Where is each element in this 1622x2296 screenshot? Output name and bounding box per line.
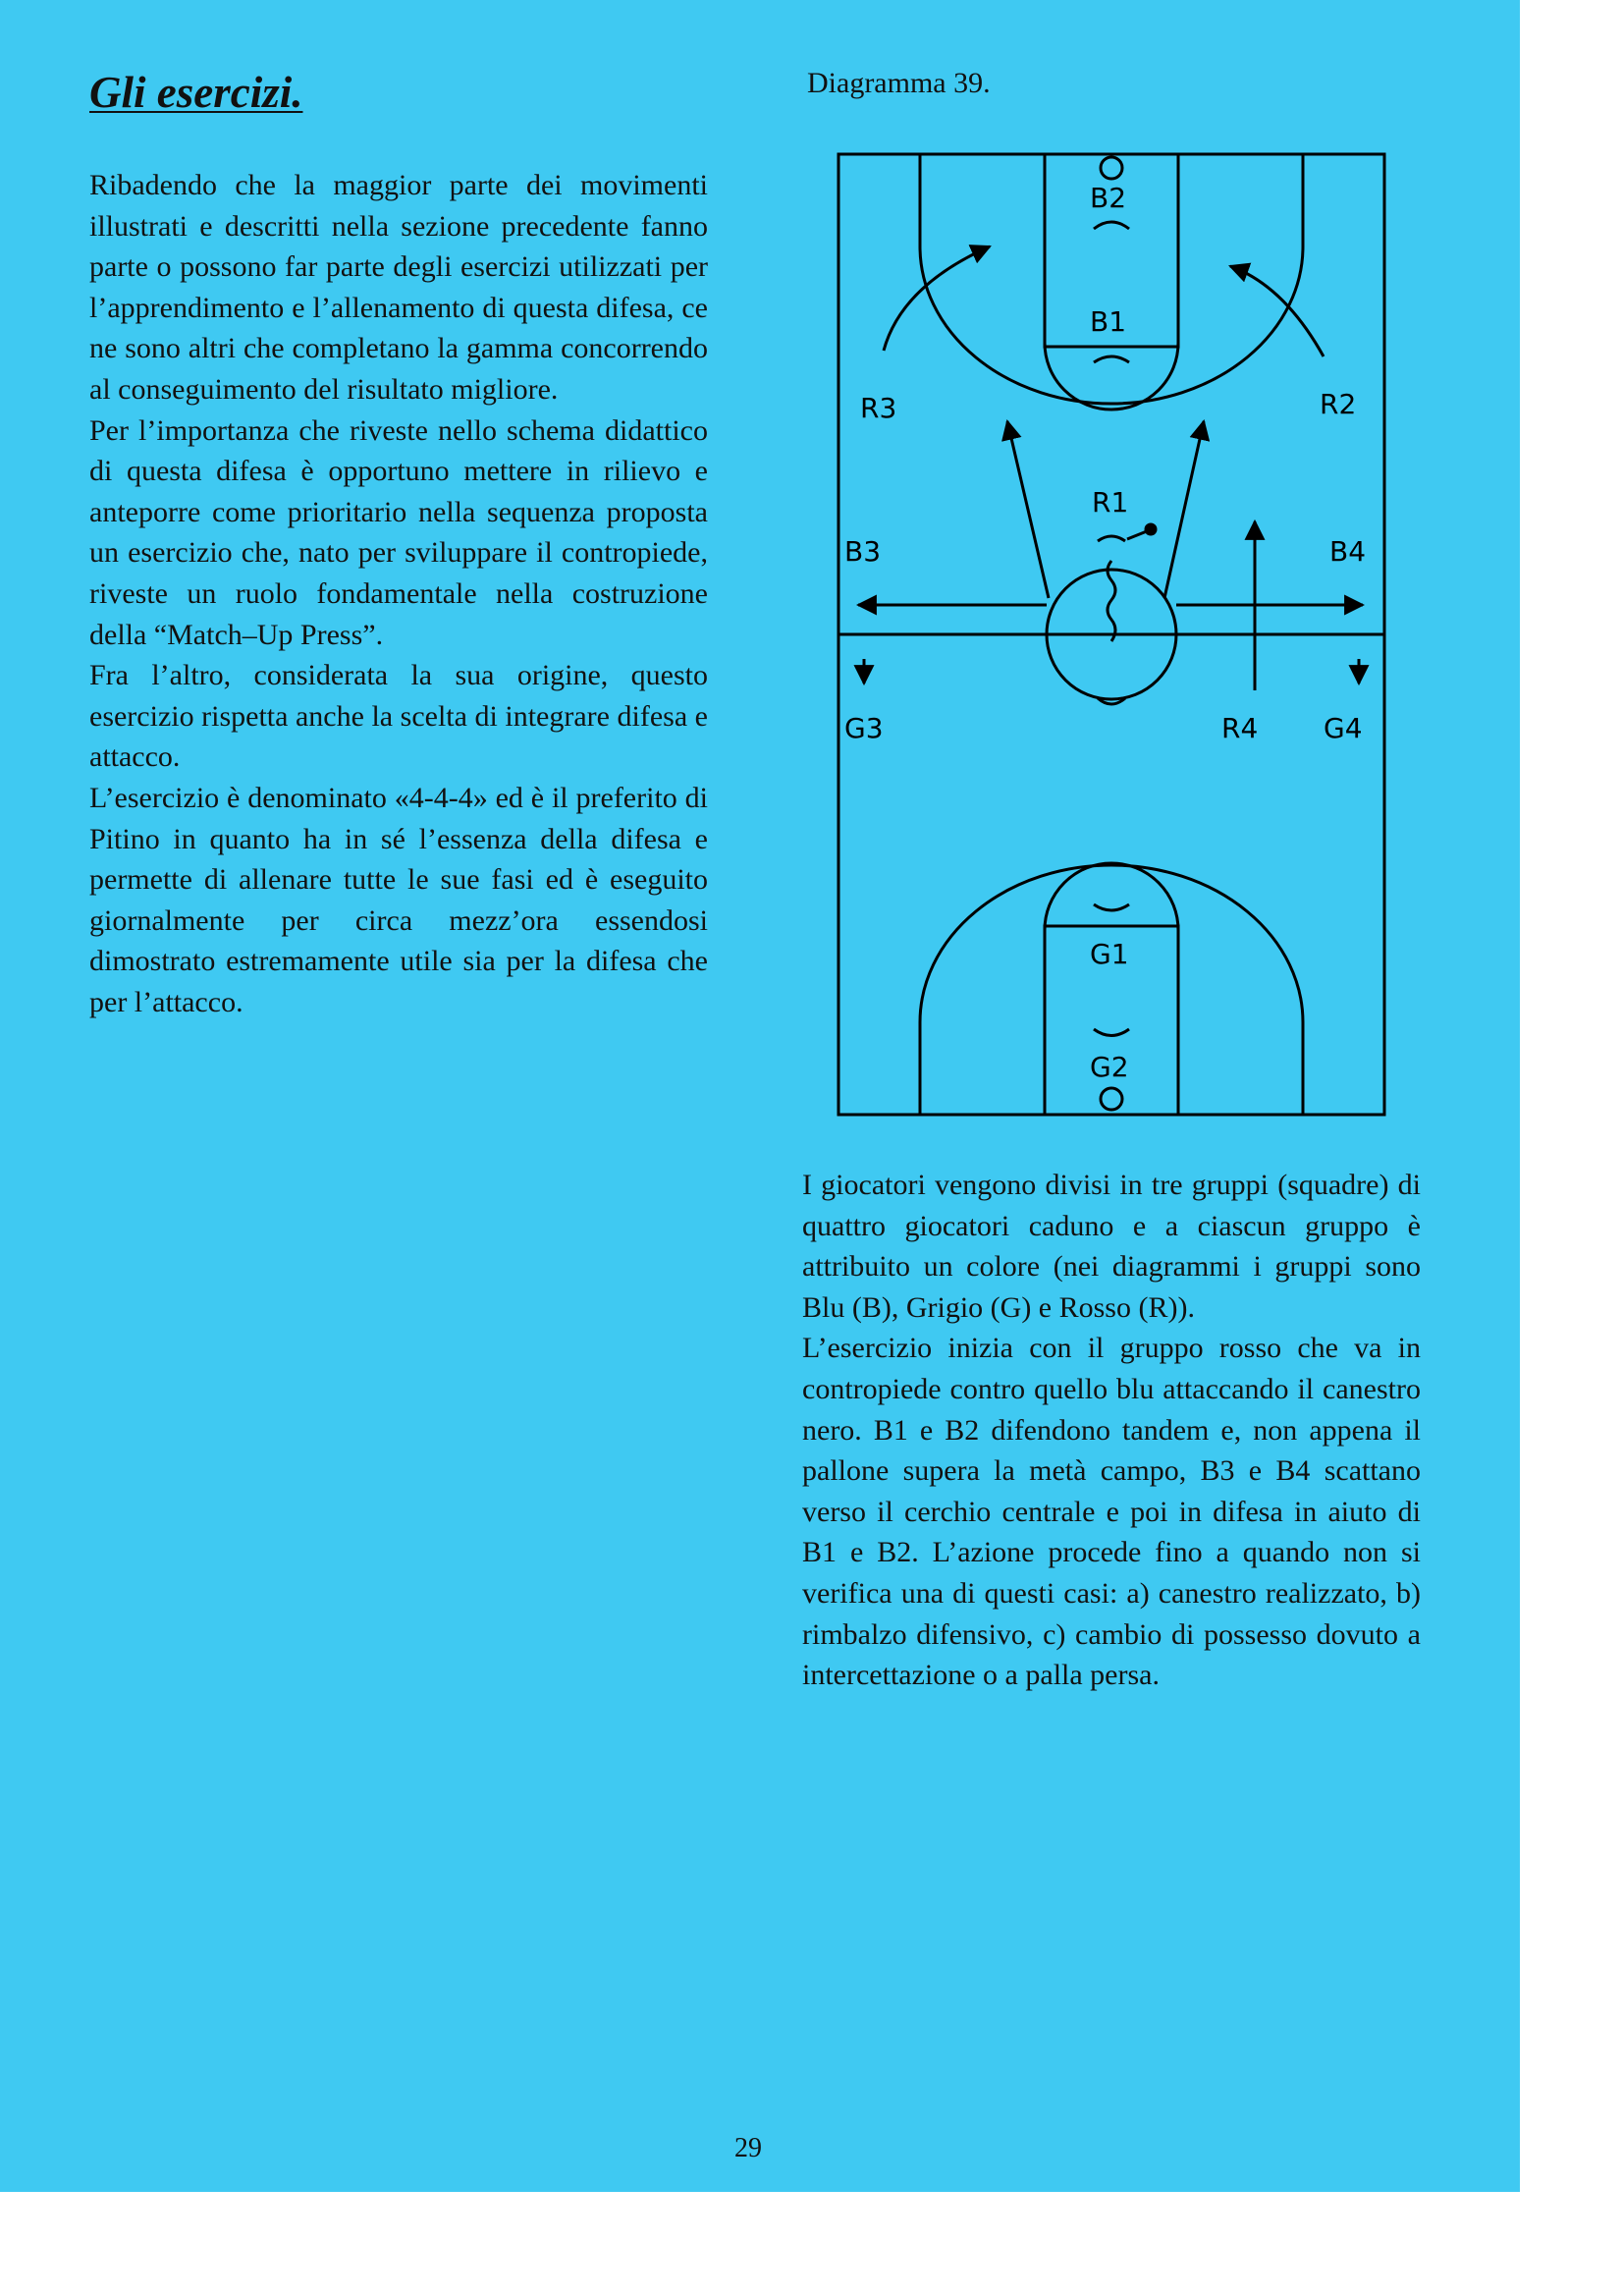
move-arrow [1230,266,1324,356]
paragraph: I giocatori vengono divisi in tre gruppi (squadre) di quattro giocatori caduno e a ciascun gruppo è attribuito un colore (nei diagrammi i gruppi sono Blu (B), Grigio (G) e Rosso (R)). [802,1169,1421,1324]
label-g1: G1 [1090,938,1129,970]
label-g4: G4 [1324,712,1363,744]
label-g2: G2 [1090,1051,1129,1083]
page-number: 29 [734,2133,762,2163]
move-arrow [884,246,990,351]
player-marker [1094,356,1129,362]
right-column [802,1165,1421,1696]
paragraph: Fra l’altro, considerata la sua origine, questo esercizio rispetta anche la scelta di integrare difesa e attacco. [89,659,708,774]
player-marker [1094,222,1129,229]
paragraph: L’esercizio è denominato «4-4-4» ed è il preferito di Pitino in quanto ha in sé l’essenza della difesa e permette di allenare tutte le sue fasi ed è eseguito giornalmente per circa mezz’ora essendosi dimostrato estremamente utile sia per la difesa che per l’attacco. [89,781,708,1018]
basketball-court-diagram [833,148,1390,1121]
pass-line [1127,531,1147,539]
paragraph: Ribadendo che la maggior parte dei movimenti illustrati e descritti nella sezione precedente fanno parte o possono far parte degli esercizi utilizzati per l’apprendimento e l’allenamento di questa difesa, ce ne sono altri che completano la gamma concorrendo al conseguimento del risultato migliore. [89,169,708,406]
left-column [89,165,708,1022]
label-b4: B4 [1329,535,1367,568]
label-b3: B3 [844,535,882,568]
player-marker [1094,1029,1129,1036]
top-hoop [1101,157,1122,179]
label-r3: R3 [860,392,897,424]
label-r1: R1 [1092,486,1129,519]
label-g3: G3 [844,712,884,744]
move-arrow [1164,421,1204,598]
label-r4: R4 [1221,712,1259,744]
player-marker [1098,536,1125,541]
ball [1146,524,1156,534]
bottom-free-throw-circle [1045,863,1178,930]
paragraph: Per l’importanza che riveste nello schema didattico di questa difesa è opportuno mettere in rilievo e anteporre come prioritario nella sequenza proposta un esercizio che, nato per sviluppare il contropiede, riveste un ruolo fondamentale nella costruzione della “Match–Up Press”. [89,413,708,651]
section-title: Gli esercizi. [89,68,303,117]
dribble-line [1108,561,1115,641]
label-b1: B1 [1090,305,1127,338]
label-r2: R2 [1320,388,1357,420]
label-b2: B2 [1090,182,1127,214]
bottom-hoop [1101,1088,1122,1110]
paragraph: L’esercizio inizia con il gruppo rosso che va in contropiede contro quello blu attaccando il canestro nero. B1 e B2 difendono tandem e, non appena il pallone supera la metà campo, B3 e B4 scattano verso il cerchio centrale e poi in difesa in aiuto di B1 e B2. L’azione procede fino a quando non si verifica una di questi casi: a) canestro realizzato, b) rimbalzo difensivo, c) cambio di possesso dovuto a intercettazione o a palla persa. [802,1332,1421,1692]
diagram-caption: Diagramma 39. [807,67,991,99]
player-marker [1094,904,1129,910]
move-arrow [1007,421,1049,598]
